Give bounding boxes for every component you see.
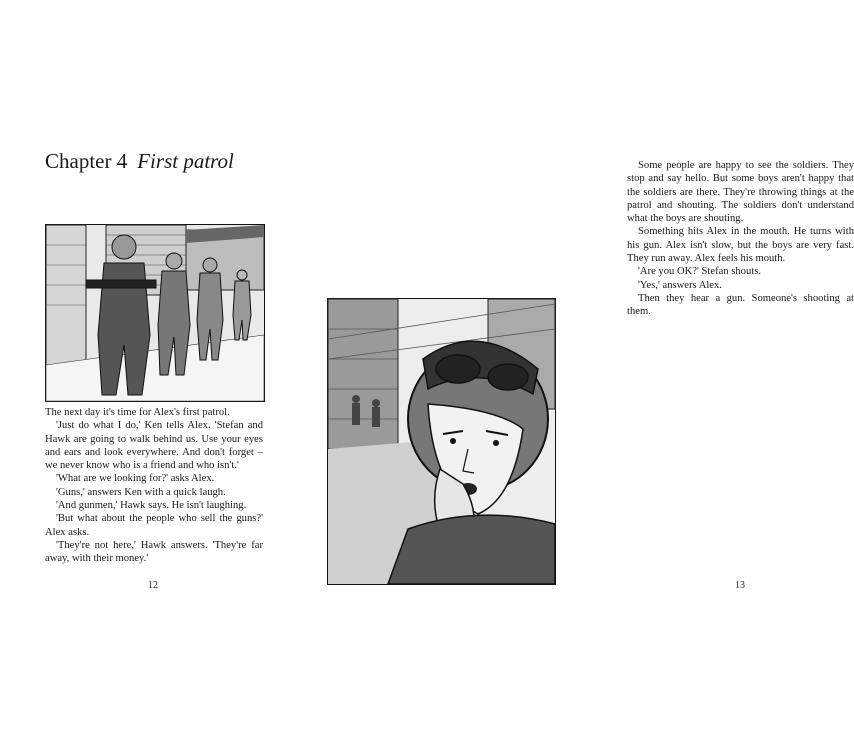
paragraph: 'Yes,' answers Alex. (638, 279, 722, 291)
page-number: 13 (735, 580, 745, 591)
left-body-text (45, 406, 263, 566)
chapter-heading (45, 151, 234, 172)
page-number: 12 (148, 580, 158, 591)
chapter-title: First patrol (137, 149, 234, 173)
patrol-illustration (45, 224, 265, 402)
paragraph: 'And gunmen,' Hawk says. He isn't laughing. (56, 500, 247, 512)
paragraph: Some people are happy to see the soldiers. They stop and say hello. But some boys aren't happy that the soldiers are there. They're throwing things at the patrol and shouting. The soldiers don't understand what the boys are shouting. (627, 160, 854, 225)
paragraph: Something hits Alex in the mouth. He turns with his gun. Alex isn't slow, but the boys are very fast. They run away. Alex feels his mouth. (627, 226, 854, 265)
paragraph: 'But what about the people who sell the guns?' Alex asks. (45, 513, 263, 538)
right-body-text (627, 159, 854, 319)
chapter-number: Chapter 4 (45, 149, 128, 173)
paragraph: 'Are you OK?' Stefan shouts. (638, 266, 761, 278)
left-page (0, 0, 300, 750)
soldier-closeup-illustration (327, 298, 556, 585)
paragraph: 'Just do what I do,' Ken tells Alex. 'Stefan and Hawk are going to walk behind us. Use your eyes and ears and look everywhere. And don't forget – we never know who is a friend and who isn't.' (45, 420, 263, 472)
paragraph: The next day it's time for Alex's first patrol. (45, 407, 230, 418)
paragraph: 'What are we looking for?' asks Alex. (56, 473, 215, 485)
paragraph: Then they hear a gun. Someone's shooting at them. (627, 292, 854, 318)
paragraph: 'Guns,' answers Ken with a quick laugh. (56, 486, 226, 498)
paragraph: 'They're not here,' Hawk answers. 'They're far away, with their money.' (45, 539, 263, 565)
